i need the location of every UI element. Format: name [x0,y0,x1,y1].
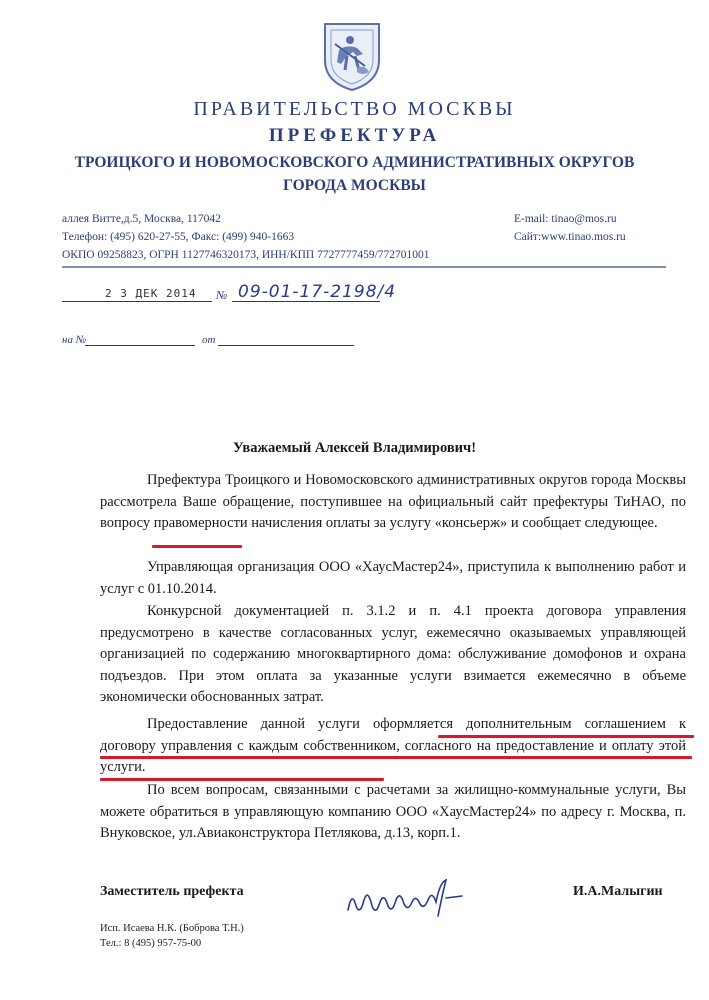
executor-phone: Тел.: 8 (495) 957-75-00 [100,938,202,949]
paragraph-2: Управляющая организация ООО «ХаусМастер24», приступила к выполнению работ и услуг с 01.10.2014. [100,559,686,597]
reference-date-label: от [202,334,216,346]
city-title: ГОРОДА МОСКВЫ [283,177,426,194]
paragraph-3: Конкурсной документацией п. 3.1.2 и п. 4.1 проекта договора управления предусмотрено в качестве согласованных услуг, ежемесячно оказываемых управляющей организацией по содержанию многоквартирного дома: обслуживание домофонов и охрана подъездов. При этом оплата за указанные услуги взимается ежемесячно в объеме экономически обоснованных затрат. [100,603,686,706]
government-title: ПРАВИТЕЛЬСТВО МОСКВЫ [193,98,516,120]
highlight-underline-3 [100,778,384,781]
registration-date-stamp: 2 3 ДЕК 2014 [105,287,197,300]
prefecture-title: ПРЕФЕКТУРА [268,125,441,146]
phone-fax-line: Телефон: (495) 620-27-55, Факс: (499) 940-1663 [62,231,295,243]
address-line: аллея Витте,д.5, Москва, 117042 [62,213,221,225]
paragraph-4: Предоставление данной услуги оформляется дополнительным соглашением к договору управления с каждым собственником, согласного на предоставление и оплату этой услуги. [100,716,686,776]
signatory-name: И.А.Малыгин [573,884,663,899]
reference-date-underline [218,345,354,346]
highlight-underline-1 [438,735,694,738]
registration-number: 09-01-17-2198/4 [238,282,397,302]
letterhead-divider [62,266,666,268]
handwritten-signature [342,876,472,922]
districts-title: ТРОИЦКОГО И НОВОМОСКОВСКОГО АДМИНИСТРАТИВНЫХ ОКРУГОВ [74,154,635,171]
paragraph-1: Префектура Троицкого и Новомосковского административных округов города Москвы рассмотрела Ваше обращение, поступившее на официальный сайт префектуры ТиНАО, по вопросу правомерности начисления оплаты за услугу «консьерж» и сообщает следующее. [100,472,686,532]
greeting: Уважаемый Алексей Владимирович! [232,440,477,456]
moscow-coat-of-arms-emblem [317,20,387,92]
email-line: E-mail: tinao@mos.ru [514,213,617,225]
codes-line: ОКПО 09258823, ОГРН 1127746320173, ИНН/КПП 7727777459/772701001 [62,249,430,261]
highlight-underline-consierge [152,545,242,548]
highlight-underline-2 [100,756,692,759]
date-underline [62,301,212,302]
reference-number-label: на № [62,334,87,346]
website-line: Сайт:www.tinao.mos.ru [514,231,626,243]
executor-line: Исп. Исаева Н.К. (Боброва Т.Н.) [100,923,244,934]
paragraph-5: По всем вопросам, связанными с расчетами за жилищно-коммунальные услуги, Вы можете обратиться в управляющую компанию ООО «ХаусМастер24» по адресу г. Москва, п. Внуковское, ул.Авиаконструктора Петлякова, д.13, корп.1. [100,782,686,842]
signatory-title: Заместитель префекта [100,884,244,899]
number-label: № [216,288,228,302]
reference-number-underline [85,345,195,346]
